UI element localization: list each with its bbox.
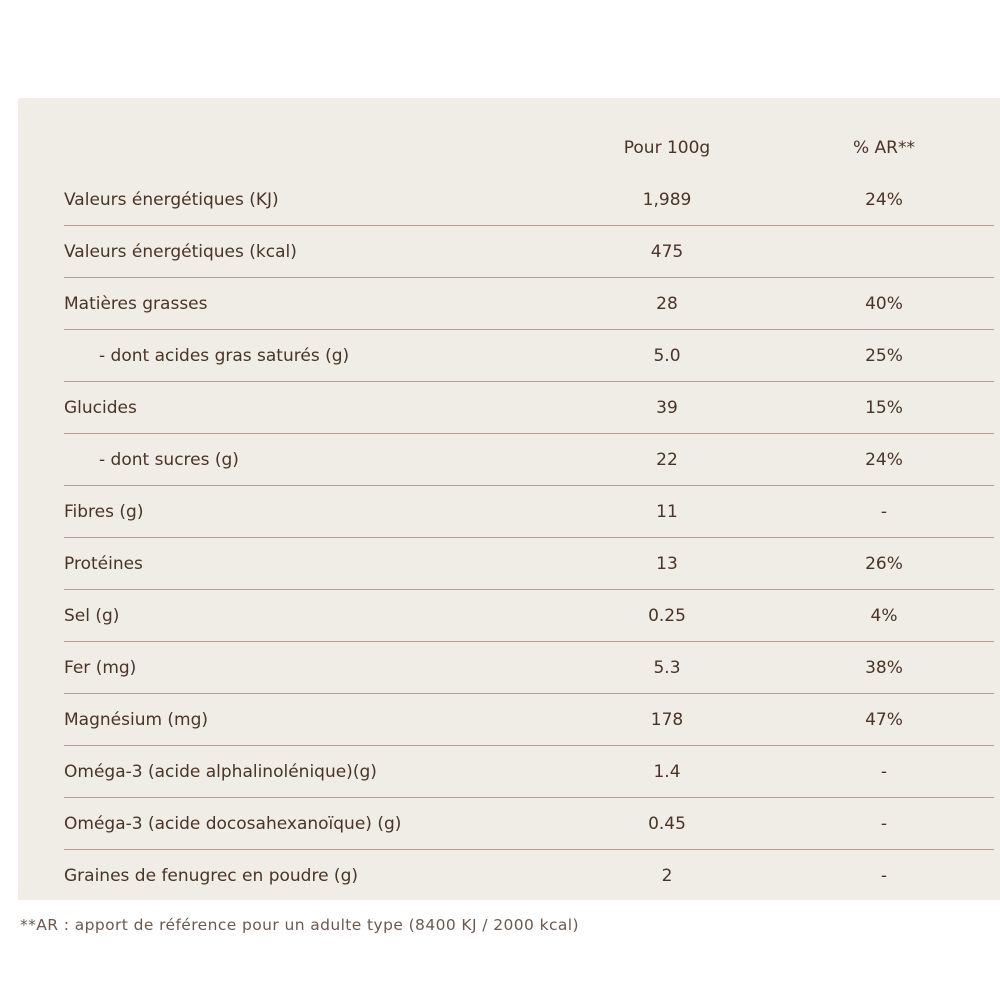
per-100g-value: 5.3 xyxy=(653,658,681,678)
per-100g-value: 0.25 xyxy=(648,606,686,626)
per-100g-value: 475 xyxy=(650,242,684,262)
ar-value: 25% xyxy=(865,346,903,366)
table-row xyxy=(64,382,994,434)
ar-value xyxy=(774,226,994,278)
ar-value: - xyxy=(880,762,888,782)
table-row xyxy=(64,278,994,330)
nutrient-sublabel: - dont acides gras saturés (g) xyxy=(99,346,350,366)
per-100g-value: 13 xyxy=(656,554,678,574)
footnote: **AR : apport de référence pour un adulte type (8400 KJ / 2000 kcal) xyxy=(20,916,579,934)
per-100g-value: 1,989 xyxy=(642,190,692,210)
table-row xyxy=(64,694,994,746)
ar-value: 15% xyxy=(865,398,903,418)
table-row xyxy=(64,330,994,382)
nutrient-label: Oméga-3 (acide alphalinolénique)(g) xyxy=(64,762,377,782)
nutrition-table-panel xyxy=(18,98,1000,900)
nutrient-label: Magnésium (mg) xyxy=(64,710,209,730)
per-100g-value: 2 xyxy=(661,866,673,886)
per-100g-value: 1.4 xyxy=(653,762,681,782)
per-100g-value: 5.0 xyxy=(653,346,681,366)
nutrient-label: Oméga-3 (acide docosahexanoïque) (g) xyxy=(64,814,402,834)
ar-value: 24% xyxy=(865,450,903,470)
nutrient-label: Matières grasses xyxy=(64,294,208,314)
ar-value: - xyxy=(880,502,888,522)
ar-value: 24% xyxy=(865,190,903,210)
nutrient-label: Sel (g) xyxy=(64,606,120,626)
column-header-per-100g: Pour 100g xyxy=(623,138,711,158)
per-100g-value: 22 xyxy=(656,450,678,470)
ar-value: 47% xyxy=(865,710,903,730)
nutrient-label: Valeurs énergétiques (KJ) xyxy=(64,190,279,210)
ar-value: 38% xyxy=(865,658,903,678)
table-row xyxy=(64,642,994,694)
table-row xyxy=(64,538,994,590)
table-row xyxy=(64,798,994,850)
per-100g-value: 28 xyxy=(656,294,678,314)
per-100g-value: 39 xyxy=(656,398,678,418)
per-100g-value: 0.45 xyxy=(648,814,686,834)
per-100g-value: 178 xyxy=(650,710,684,730)
table-row xyxy=(64,486,994,538)
table-row xyxy=(64,590,994,642)
table-row xyxy=(64,434,994,486)
ar-value: 40% xyxy=(865,294,903,314)
ar-value: - xyxy=(880,814,888,834)
ar-value: 26% xyxy=(865,554,903,574)
table-row xyxy=(64,746,994,798)
nutrient-label: Graines de fenugrec en poudre (g) xyxy=(64,866,358,886)
column-header-ar: % AR** xyxy=(853,138,915,158)
nutrient-label: Fibres (g) xyxy=(64,502,144,522)
table-row xyxy=(64,226,994,278)
nutrient-label: Protéines xyxy=(64,554,143,574)
per-100g-value: 11 xyxy=(656,502,678,522)
table-row xyxy=(64,174,994,226)
nutrient-label: Glucides xyxy=(64,398,137,418)
ar-value: - xyxy=(880,866,888,886)
nutrient-label: Fer (mg) xyxy=(64,658,137,678)
nutrient-sublabel: - dont sucres (g) xyxy=(99,450,239,470)
table-row xyxy=(64,850,994,902)
nutrient-label: Valeurs énergétiques (kcal) xyxy=(64,242,297,262)
ar-value: 4% xyxy=(870,606,898,626)
